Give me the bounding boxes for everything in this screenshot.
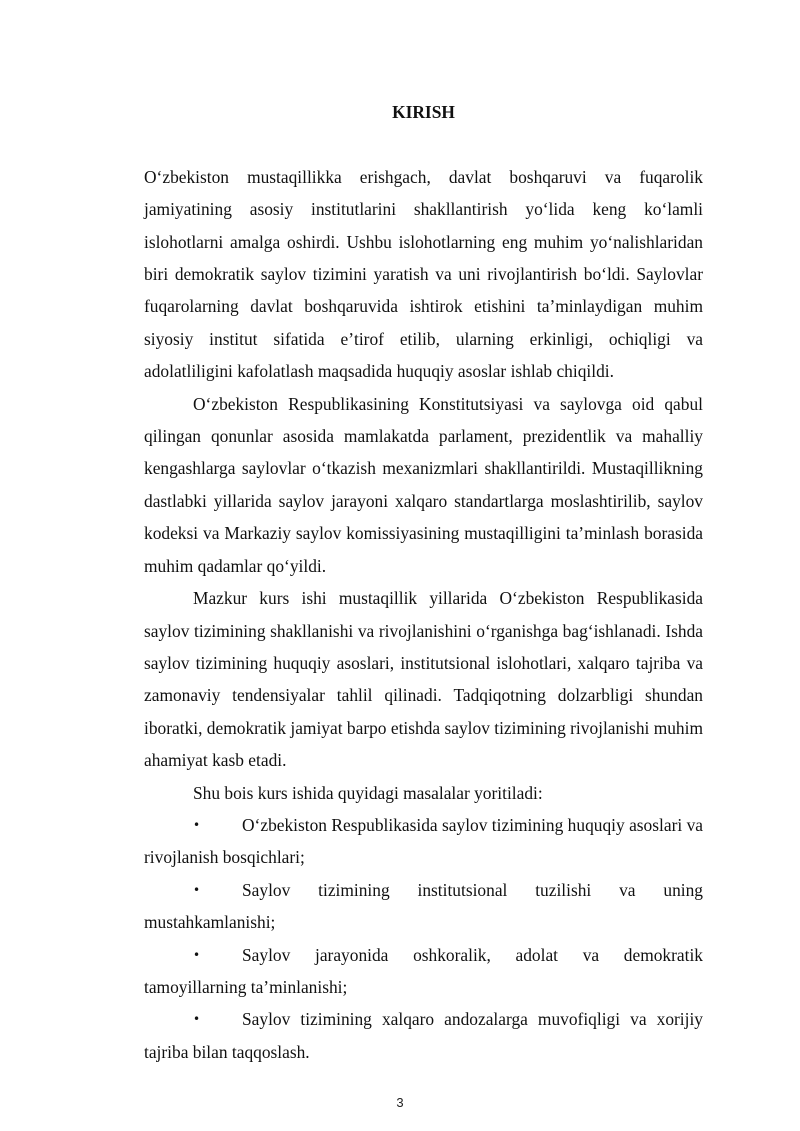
list-item — [144, 809, 703, 874]
list-item-text: Saylov tizimining xalqaro andozalarga muvofiqligi va xorijiy tajriba bilan taqqoslash. — [144, 1009, 703, 1062]
paragraph-1-text: Oʻzbekiston mustaqillikka erishgach, davlat boshqaruvi va fuqarolik jamiyatining asosiy institutlarini shakllantirish yoʻlida keng koʻlamli islohotlarni amalga oshirdi. Ushbu islohotlarning eng muhim yoʻnalishlaridan biri demokratik saylov tizimini yaratish va uni rivojlantirish boʻldi. Saylovlar fuqarolarning davlat boshqaruvida ishtirok etishini taʼminlaydigan muhim siyosiy institut sifatida eʼtirof etilib, ularning erkinligi, ochiqligi va adolatliligini kafolatlash maqsadida huquqiy asoslar ishlab chiqildi. — [144, 166, 703, 382]
list-item — [144, 1003, 703, 1068]
list-item — [144, 939, 703, 1004]
paragraph-2-text: Oʻzbekiston Respublikasining Konstitutsiyasi va saylovga oid qabul qilingan qonunlar asosida mamlakatda parlament, prezidentlik va mahalliy kengashlarga saylovlar oʻtkazish mexanizmlari shakllantirildi. Mustaqillikning dastlabki yillarida saylov jarayoni xalqaro standartlarga moslashtirilib, saylov kodeksi va Markaziy saylov komissiyasining mustaqilligini taʼminlash borasida muhim qadamlar qoʻyildi. — [144, 393, 703, 576]
bullet-icon: • — [193, 817, 201, 832]
bullet-icon: • — [193, 1012, 201, 1027]
page-number: 3 — [396, 1095, 404, 1110]
paragraph-2 — [144, 388, 703, 582]
list-item-text: Oʻzbekiston Respublikasida saylov tizimining huquqiy asoslari va rivojlanish bosqichlari; — [144, 814, 703, 868]
paragraph-4 — [144, 777, 703, 809]
bullet-icon: • — [193, 882, 201, 897]
list-item-text: Saylov tizimining institutsional tuzilishi va uning mustahkamlanishi; — [144, 879, 703, 933]
paragraph-3-text: Mazkur kurs ishi mustaqillik yillarida Oʻzbekiston Respublikasida saylov tizimining shakllanishi va rivojlanishini oʻrganishga bagʻishlanadi. Ishda saylov tizimining huquqiy asoslari, institutsional islohotlari, xalqaro tajriba va zamonaviy tendensiyalar tahlil qilinadi. Tadqiqotning dolzarbligi shundan iboratki, demokratik jamiyat barpo etishda saylov tizimining rivojlanishi muhim ahamiyat kasb etadi. — [144, 588, 703, 771]
section-title: KIRISH — [392, 102, 455, 122]
paragraph-3 — [144, 582, 703, 776]
document-page — [144, 96, 703, 1068]
list-item-text: Saylov jarayonida oshkoralik, adolat va demokratik tamoyillarning taʼminlanishi; — [144, 944, 703, 997]
issues-list — [144, 809, 703, 1068]
paragraph-1 — [144, 128, 703, 387]
bullet-icon: • — [193, 947, 201, 962]
paragraph-4-text: Shu bois kurs ishida quyidagi masalalar yoritiladi: — [193, 782, 543, 803]
list-item — [144, 874, 703, 939]
